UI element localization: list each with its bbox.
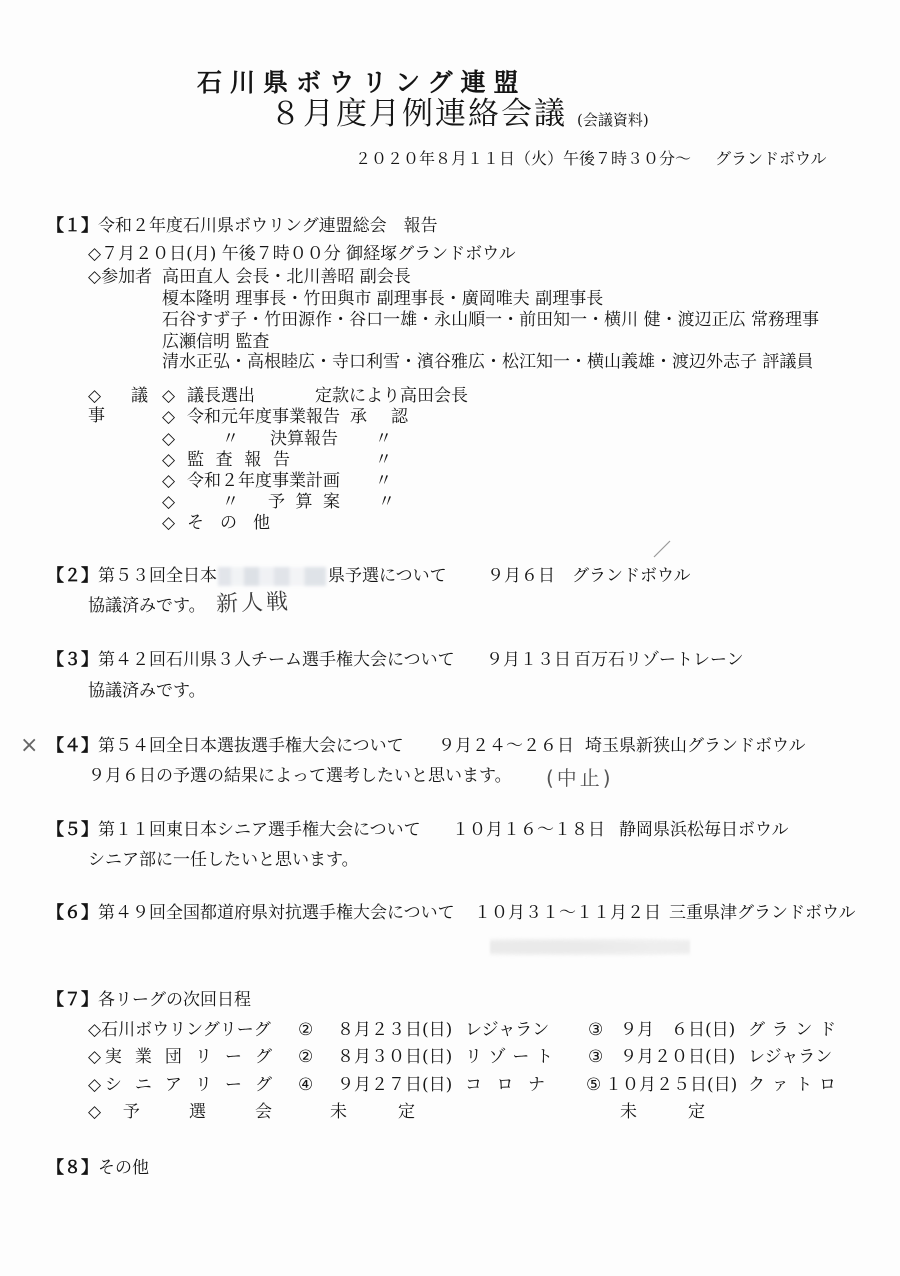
event-date: １０月１６～１８日 (452, 820, 605, 840)
section-3-note-row (0, 681, 900, 701)
ditto-mark: 〃 (222, 492, 239, 512)
agenda-marker: ◇ (162, 513, 176, 533)
participants-row (0, 267, 900, 287)
participant-line: 清水正弘・高根睦広・寺口利雪・濱谷雅広・松江知一・横山義雄・渡辺外志子 評議員 (162, 352, 814, 372)
participant-line: 広瀬信明 監査 (162, 332, 270, 352)
league-date: 未 定 (620, 1102, 705, 1122)
agenda-marker: ◇ (162, 429, 176, 449)
league-date: ９月２０日(日) (620, 1047, 736, 1067)
section-number: 【３】 (47, 650, 98, 670)
section-2-heading (0, 566, 900, 586)
agenda-item: そ の 他 (187, 513, 270, 533)
league-venue: リ ゾ ー ト (465, 1047, 553, 1067)
section-title: 第４２回石川県３人チーム選手権大会について (98, 650, 455, 670)
event-date: ９月２４～２６日 (438, 736, 574, 756)
section-number: 【２】 (47, 566, 98, 586)
participant-line: 石谷すず子・竹田源作・谷口一雄・永山順一・前田知一・横川 健・渡辺正広 常務理事 (162, 310, 819, 330)
section-title: 第４９回全国都道府県対抗選手権大会について (98, 903, 455, 923)
agenda-result: 定款により高田会長 (315, 386, 468, 406)
section-6-heading (0, 903, 900, 923)
section-note: 協議済みです。 (88, 596, 206, 616)
agenda-item: 決算報告 (270, 429, 338, 449)
pen-stroke-mark (650, 538, 674, 560)
participants-row (0, 310, 900, 330)
event-date: ９月１３日 (486, 650, 571, 670)
date-line-text: ◇７月２０日(月) 午後７時００分 御経塚グランドボウル (88, 244, 516, 264)
section-number: 【５】 (47, 820, 98, 840)
section-number: 【６】 (47, 903, 98, 923)
participant-line: 榎本隆明 理事長・竹田與市 副理事長・廣岡唯夫 副理事長 (162, 289, 604, 309)
agenda-result: 〃 (375, 429, 392, 449)
round-number: ④ (298, 1075, 314, 1095)
section-2-note-row (0, 596, 900, 616)
agenda-marker: ◇ (162, 492, 176, 512)
agenda-result: 〃 (375, 450, 392, 470)
section-1-heading (0, 216, 900, 236)
agenda-row (0, 429, 900, 449)
agenda-marker: ◇ (162, 471, 176, 491)
faint-handwriting-mark (490, 935, 690, 959)
league-schedule-row (0, 1102, 900, 1122)
section-title-part: 県予選について (328, 566, 447, 586)
agenda-result: 承 認 (350, 407, 408, 427)
league-name: ◇予 選 会 (88, 1102, 272, 1122)
section-title: 各リーグの次回日程 (98, 990, 251, 1010)
league-schedule-row (0, 1075, 900, 1095)
league-date: ９月２７日(日) (337, 1075, 453, 1095)
league-venue: グ ラ ン ド (748, 1020, 836, 1040)
league-venue: レジャラン (465, 1020, 550, 1040)
section-4-note-row (0, 766, 900, 786)
league-name: ◇シ ニ ア リ ー グ (88, 1075, 272, 1095)
event-date: ９月６日 (487, 566, 555, 586)
section-5-note-row (0, 850, 900, 870)
round-number: ② (298, 1020, 314, 1040)
section-number: 【４】 (47, 736, 98, 756)
section-number: 【１】 (47, 216, 98, 236)
organization-name: 石川県ボウリング連盟 (197, 68, 527, 97)
round-number: ③ (588, 1047, 604, 1067)
league-venue: レジャラン (748, 1047, 833, 1067)
meeting-datetime: ２０２０年８月１１日（火）午後７時３０分～ (355, 149, 692, 168)
section-5-heading (0, 820, 900, 840)
event-venue: 静岡県浜松毎日ボウル (619, 820, 789, 840)
league-date: 未 定 (330, 1102, 415, 1122)
participants-row (0, 289, 900, 309)
handwritten-cancelled-note: (中止) (546, 766, 614, 790)
section-number: 【７】 (47, 990, 98, 1010)
ditto-mark: 〃 (222, 429, 239, 449)
league-date: １０月２５日(日) (605, 1075, 738, 1095)
agenda-row (0, 513, 900, 533)
section-note: 協議済みです。 (88, 681, 206, 701)
materials-note: (会議資料) (577, 111, 649, 129)
league-date: ８月２３日(日) (337, 1020, 453, 1040)
league-date: ９月 ６日(日) (620, 1020, 736, 1040)
meeting-venue: グランドボウル (715, 149, 827, 168)
agenda-result: 〃 (378, 492, 395, 512)
general-meeting-date-line (0, 244, 900, 264)
round-number: ⑤ (586, 1075, 602, 1095)
meeting-title: ８月度月例連絡会議 (270, 96, 567, 132)
section-title: その他 (98, 1158, 149, 1178)
agenda-item: 令和元年度事業報告 (187, 407, 340, 427)
participants-row (0, 352, 900, 372)
section-4-heading (0, 736, 900, 756)
league-venue: ク ァ ト ロ (748, 1075, 836, 1095)
round-number: ② (298, 1047, 314, 1067)
agenda-item: 予 算 案 (268, 492, 340, 512)
event-venue: 三重県津グランドボウル (669, 903, 856, 923)
agenda-row (0, 407, 900, 427)
event-venue: 百万石リゾートレーン (574, 650, 744, 670)
section-8-heading (0, 1158, 900, 1178)
agenda-row (0, 471, 900, 491)
participants-label: ◇参加者 (88, 267, 153, 287)
section-number: 【８】 (47, 1158, 98, 1178)
agenda-label: ◇議 事 (88, 386, 165, 426)
section-title: 令和２年度石川県ボウリング連盟総会 報告 (98, 216, 438, 236)
event-venue: 埼玉県新狭山グランドボウル (585, 736, 806, 756)
event-venue: グランドボウル (572, 566, 691, 586)
section-3-heading (0, 650, 900, 670)
section-title-part: 第５３回全日本 (98, 566, 217, 586)
league-schedule-row (0, 1047, 900, 1067)
agenda-marker: ◇ (162, 407, 176, 427)
league-name: ◇実 業 団 リ ー グ (88, 1047, 272, 1067)
section-note: ９月６日の予選の結果によって選考したいと思います。 (88, 766, 512, 786)
agenda-item: 議長選出 (187, 386, 255, 406)
agenda-item: 令和２年度事業計画 (187, 471, 340, 491)
section-7-heading (0, 990, 900, 1010)
league-name: ◇石川ボウリングリーグ (88, 1020, 271, 1040)
section-title: 第１１回東日本シニア選手権大会について (98, 820, 421, 840)
handwritten-note: 新人戦 (215, 589, 292, 618)
agenda-result: 〃 (375, 471, 392, 491)
section-note: シニア部に一任したいと思います。 (88, 850, 359, 870)
agenda-row (0, 450, 900, 470)
blurred-redaction (218, 567, 326, 586)
league-venue: コ ロ ナ (465, 1075, 545, 1095)
agenda-marker: ◇ (162, 450, 176, 470)
league-schedule-row (0, 1020, 900, 1040)
round-number: ③ (588, 1020, 604, 1040)
agenda-row (0, 492, 900, 512)
section-title: 第５４回全日本選抜選手権大会について (98, 736, 404, 756)
participant-line: 高田直人 会長・北川善昭 副会長 (162, 267, 411, 287)
participants-row (0, 332, 900, 352)
league-date: ８月３０日(日) (337, 1047, 453, 1067)
agenda-marker: ◇ (162, 386, 176, 406)
event-date: １０月３１～１１月２日 (474, 903, 661, 923)
handwritten-cross-mark: × (20, 733, 39, 758)
agenda-item: 監 査 報 告 (187, 450, 290, 470)
